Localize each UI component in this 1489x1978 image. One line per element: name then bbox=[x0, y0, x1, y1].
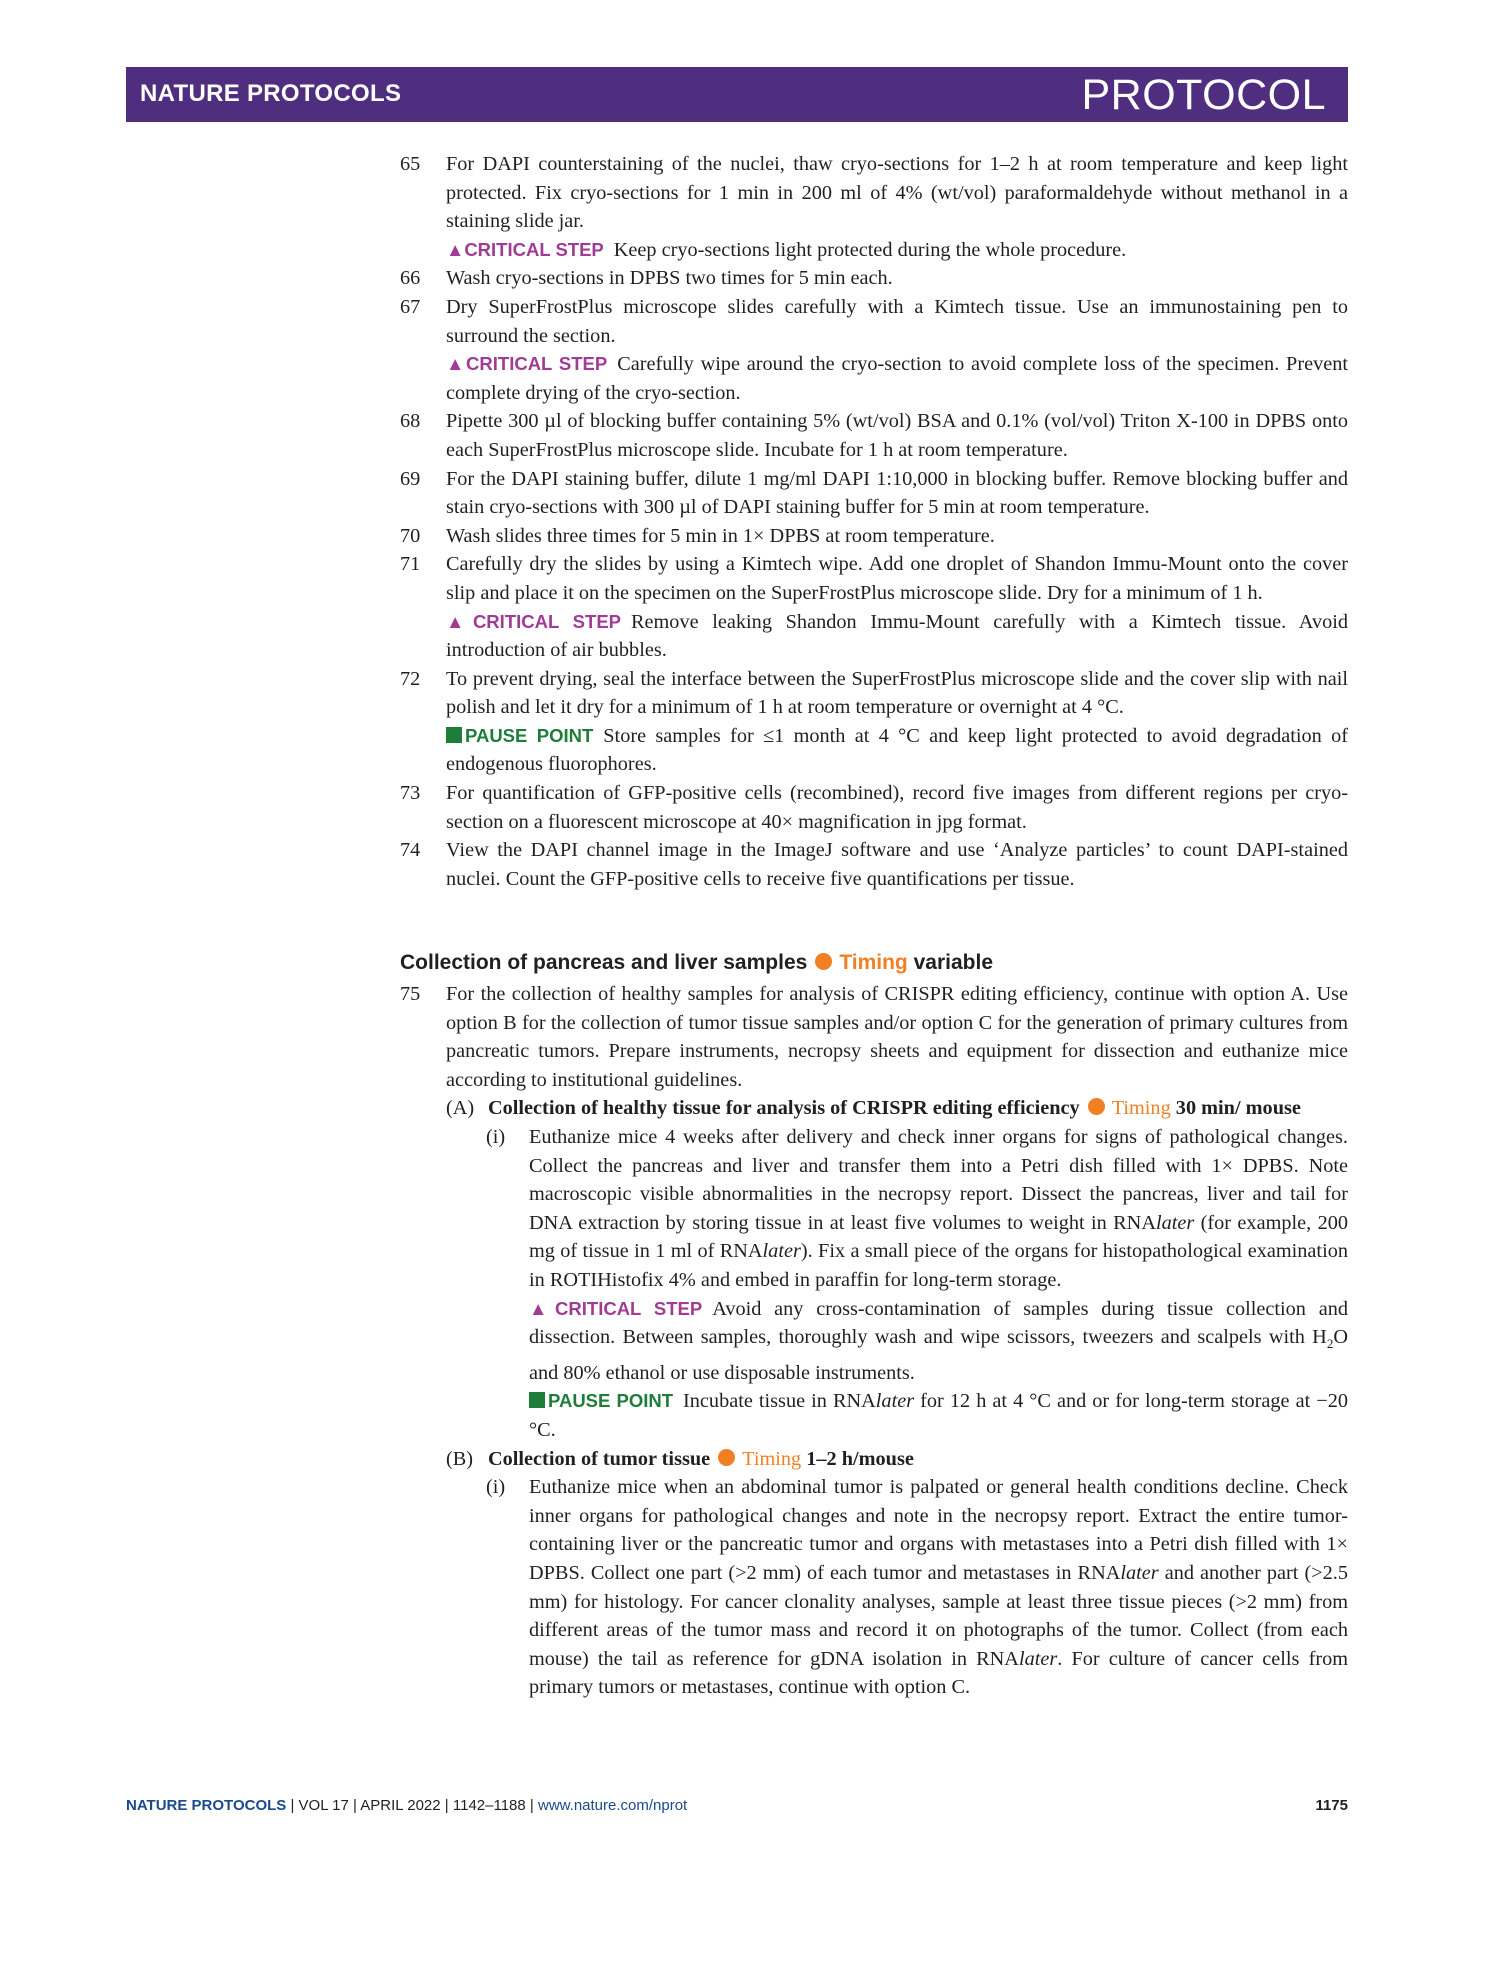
step-number: 68 bbox=[400, 410, 421, 433]
substep-text: . For culture of cancer cells from primary tumors or metastases, continue with option C. bbox=[529, 1647, 1348, 1699]
critical-step-label bbox=[446, 239, 604, 260]
step-text: Wash slides three times for 5 min in 1× DPBS at room temperature. bbox=[446, 524, 995, 547]
step-65 bbox=[400, 150, 1348, 264]
note-text: Incubate tissue in RNA bbox=[683, 1390, 876, 1413]
option-label: (B) bbox=[446, 1447, 474, 1470]
italic-text: later bbox=[875, 1390, 915, 1413]
step-text: For DAPI counterstaining of the nuclei, thaw cryo-sections for 1–2 h at room temperature and keep light protected. Fix cryo-sections for 1 min in 200 ml of 4% (wt/vol) paraformaldehyde without methanol in a staining slide jar. bbox=[446, 153, 1348, 233]
option-b bbox=[400, 1445, 1348, 1474]
pause-point-label bbox=[446, 725, 593, 746]
triangle-icon: ▲ bbox=[529, 1297, 556, 1319]
step-text: For the DAPI staining buffer, dilute 1 mg/ml DAPI 1:10,000 in blocking buffer. Remove blocking buffer and stain cryo-sections with 300 µl of DAPI staining buffer for 5 min at room temperature. bbox=[446, 467, 1348, 519]
pause-label-text: PAUSE POINT bbox=[465, 724, 594, 746]
footer-journal: NATURE PROTOCOLS bbox=[126, 1797, 287, 1814]
critical-step-note bbox=[446, 236, 1348, 265]
step-74 bbox=[400, 836, 1348, 893]
footer-separator: | bbox=[353, 1797, 357, 1814]
substep-label: (i) bbox=[486, 1126, 506, 1148]
critical-step-note bbox=[446, 608, 1348, 665]
subscript: 2 bbox=[1326, 1336, 1334, 1352]
journal-name: NATURE PROTOCOLS bbox=[140, 80, 402, 107]
option-a-substep bbox=[400, 1123, 1348, 1295]
timing-dot-icon bbox=[815, 953, 832, 970]
critical-step-label bbox=[446, 353, 607, 374]
critical-label-text: CRITICAL STEP bbox=[472, 610, 621, 632]
triangle-icon: ▲ bbox=[446, 353, 467, 375]
footer-separator: | bbox=[290, 1797, 295, 1814]
critical-step-note bbox=[446, 350, 1348, 407]
step-69 bbox=[400, 465, 1348, 522]
step-number: 66 bbox=[400, 267, 421, 290]
steps-list bbox=[400, 150, 1348, 893]
pause-point-note bbox=[400, 1387, 1348, 1444]
step-text: Wash cryo-sections in DPBS two times for 5 min each. bbox=[446, 267, 893, 290]
option-title: Collection of tumor tissue bbox=[488, 1447, 711, 1470]
footer-url-link[interactable]: www.nature.com/nprot bbox=[537, 1797, 688, 1814]
option-timing-value: 30 min/ mouse bbox=[1175, 1097, 1301, 1120]
step-number: 71 bbox=[400, 553, 421, 576]
triangle-icon: ▲ bbox=[446, 238, 465, 260]
step-72 bbox=[400, 665, 1348, 779]
step-number: 69 bbox=[400, 467, 421, 490]
italic-text: later bbox=[1018, 1647, 1058, 1670]
footer-volume: VOL 17 bbox=[298, 1797, 349, 1814]
substep-text: and another part (>2.5 mm) for histology. For cancer clonality analyses, sample at least three tissue pieces (>2 mm) from different areas of the tumor mass and record it on photographs of the tumor. Collect (from each mouse) the tail as reference for gDNA isolation in RNA bbox=[529, 1561, 1348, 1670]
option-timing-value: 1–2 h/mouse bbox=[806, 1447, 914, 1470]
step-text: To prevent drying, seal the interface between the SuperFrostPlus microscope slide and the cover slip with nail polish and let it dry for a minimum of 1 h at room temperature or overnight at 4 °C. bbox=[446, 667, 1348, 719]
note-text: for 12 h at 4 °C and or for long-term storage at −20 °C. bbox=[529, 1390, 1348, 1441]
critical-label-text: CRITICAL STEP bbox=[466, 353, 608, 375]
step-number: 67 bbox=[400, 295, 421, 318]
section-heading bbox=[400, 949, 1348, 978]
main-content bbox=[400, 150, 1348, 1702]
note-text: O and 80% ethanol or use disposable instruments. bbox=[529, 1326, 1348, 1384]
step-73 bbox=[400, 779, 1348, 836]
step-text: For quantification of GFP-positive cells (recombined), record five images from different regions per cryo-section on a fluorescent microscope at 40× magnification in jpg format. bbox=[446, 782, 1348, 833]
step-text: Dry SuperFrostPlus microscope slides carefully with a Kimtech tissue. Use an immunostaining pen to surround the section. bbox=[446, 295, 1348, 347]
italic-text: later bbox=[1155, 1211, 1195, 1234]
critical-step-label bbox=[529, 1298, 702, 1319]
substep-label: (i) bbox=[486, 1476, 506, 1499]
page-footer bbox=[126, 1797, 1348, 1814]
italic-text: later bbox=[1120, 1561, 1159, 1584]
footer-separator: | bbox=[444, 1797, 449, 1814]
step-number: 65 bbox=[400, 153, 421, 175]
page-header bbox=[126, 67, 1348, 122]
step-66 bbox=[400, 264, 1348, 293]
step-number: 74 bbox=[400, 839, 421, 862]
footer-separator: | bbox=[529, 1797, 534, 1814]
critical-step-label bbox=[446, 611, 621, 632]
note-text: Avoid any cross-contamination of samples during tissue collection and dissection. Between samples, thoroughly wash and wipe scissors, tweezers and scalpels with H bbox=[529, 1297, 1348, 1349]
critical-label-text: CRITICAL STEP bbox=[555, 1297, 703, 1319]
step-70 bbox=[400, 522, 1348, 551]
step-number: 75 bbox=[400, 983, 421, 1006]
step-text: For the collection of healthy samples for analysis of CRISPR editing efficiency, continue with option A. Use option B for the collection of tumor tissue samples and/or option C for the generation of primary cultures from pancreatic tumors. Prepare instruments, necropsy sheets and equipment for dissection and euthanize mice according to institutional guidelines. bbox=[446, 983, 1348, 1091]
italic-text: later bbox=[762, 1240, 801, 1263]
step-68 bbox=[400, 407, 1348, 464]
pause-point-label bbox=[529, 1390, 673, 1411]
step-number: 72 bbox=[400, 667, 421, 690]
option-title: Collection of healthy tissue for analysis of CRISPR editing efficiency bbox=[488, 1097, 1080, 1120]
note-text: Remove leaking Shandon Immu-Mount carefully with a Kimtech tissue. Avoid introduction of air bubbles. bbox=[446, 610, 1349, 662]
timing-dot-icon bbox=[1088, 1098, 1105, 1115]
step-75 bbox=[400, 980, 1348, 1094]
section-title: Collection of pancreas and liver samples bbox=[400, 951, 808, 975]
step-text: Carefully dry the slides by using a Kimtech wipe. Add one droplet of Shandon Immu-Mount onto the cover slip and place it on the specimen on the SuperFrostPlus microscope slide. Dry for a minimum of 1 h. bbox=[446, 553, 1348, 604]
note-text: Carefully wipe around the cryo-section to avoid complete loss of the specimen. Prevent complete drying of the cryo-section. bbox=[446, 353, 1349, 404]
note-text: Store samples for ≤1 month at 4 °C and keep light protected to avoid degradation of endogenous fluorophores. bbox=[446, 724, 1348, 776]
article-type: PROTOCOL bbox=[1081, 71, 1326, 119]
step-text: Pipette 300 µl of blocking buffer containing 5% (wt/vol) BSA and 0.1% (vol/vol) Triton X-100 in DPBS onto each SuperFrostPlus microscope slide. Incubate for 1 h at room temperature. bbox=[446, 410, 1348, 461]
pause-point-note bbox=[446, 722, 1348, 779]
timing-label: Timing bbox=[742, 1447, 802, 1470]
timing-dot-icon bbox=[718, 1449, 735, 1466]
option-b-substep bbox=[400, 1473, 1348, 1702]
page-number: 1175 bbox=[1315, 1797, 1348, 1814]
step-number: 73 bbox=[400, 782, 421, 805]
critical-label-text: CRITICAL STEP bbox=[464, 238, 604, 260]
footer-pages: 1142–1188 bbox=[452, 1797, 526, 1814]
substep-text: ). Fix a small piece of the organs for histopathological examination in ROTIHistofix 4% and embed in paraffin for long-term storage. bbox=[529, 1240, 1348, 1291]
step-number: 70 bbox=[400, 524, 421, 547]
substep-text: Euthanize mice 4 weeks after delivery and check inner organs for signs of pathological changes. Collect the pancreas and liver and transfer them into a Petri dish filled with 1× DPBS. Note macroscopic visible abnormalities in the necropsy report. Dissect the pancreas, liver and tail for DNA extraction by storing tissue in at least five volumes to weight in RNA bbox=[529, 1126, 1348, 1234]
square-icon bbox=[446, 727, 462, 743]
critical-step-note bbox=[400, 1295, 1348, 1388]
step-71 bbox=[400, 550, 1348, 664]
step-67 bbox=[400, 293, 1348, 407]
step-text: View the DAPI channel image in the ImageJ software and use ‘Analyze particles’ to count DAPI-stained nuclei. Count the GFP-positive cells to receive five quantifications per tissue. bbox=[446, 839, 1348, 890]
square-icon bbox=[529, 1392, 545, 1408]
pause-label-text: PAUSE POINT bbox=[548, 1390, 674, 1412]
substep-text: Euthanize mice when an abdominal tumor is palpated or general health conditions decline. Check inner organs for pathological changes and note in the necropsy report. Extract the entire tumor-containing liver or the pancreatic tumor and organs with metastases into a Petri dish filled with 1× DPBS. Collect one part (>2 mm) of each tumor and metastases in RNA bbox=[529, 1476, 1348, 1584]
section-timing-value: variable bbox=[913, 951, 993, 975]
timing-label: Timing bbox=[1111, 1097, 1171, 1120]
option-a bbox=[400, 1094, 1348, 1123]
option-label: (A) bbox=[446, 1097, 475, 1120]
triangle-icon: ▲ bbox=[446, 610, 473, 632]
substep-text: (for example, 200 mg of tissue in 1 ml of RNA bbox=[529, 1211, 1348, 1263]
timing-label: Timing bbox=[839, 951, 908, 975]
note-text: Keep cryo-sections light protected during the whole procedure. bbox=[613, 238, 1127, 261]
footer-date: APRIL 2022 bbox=[360, 1797, 441, 1814]
